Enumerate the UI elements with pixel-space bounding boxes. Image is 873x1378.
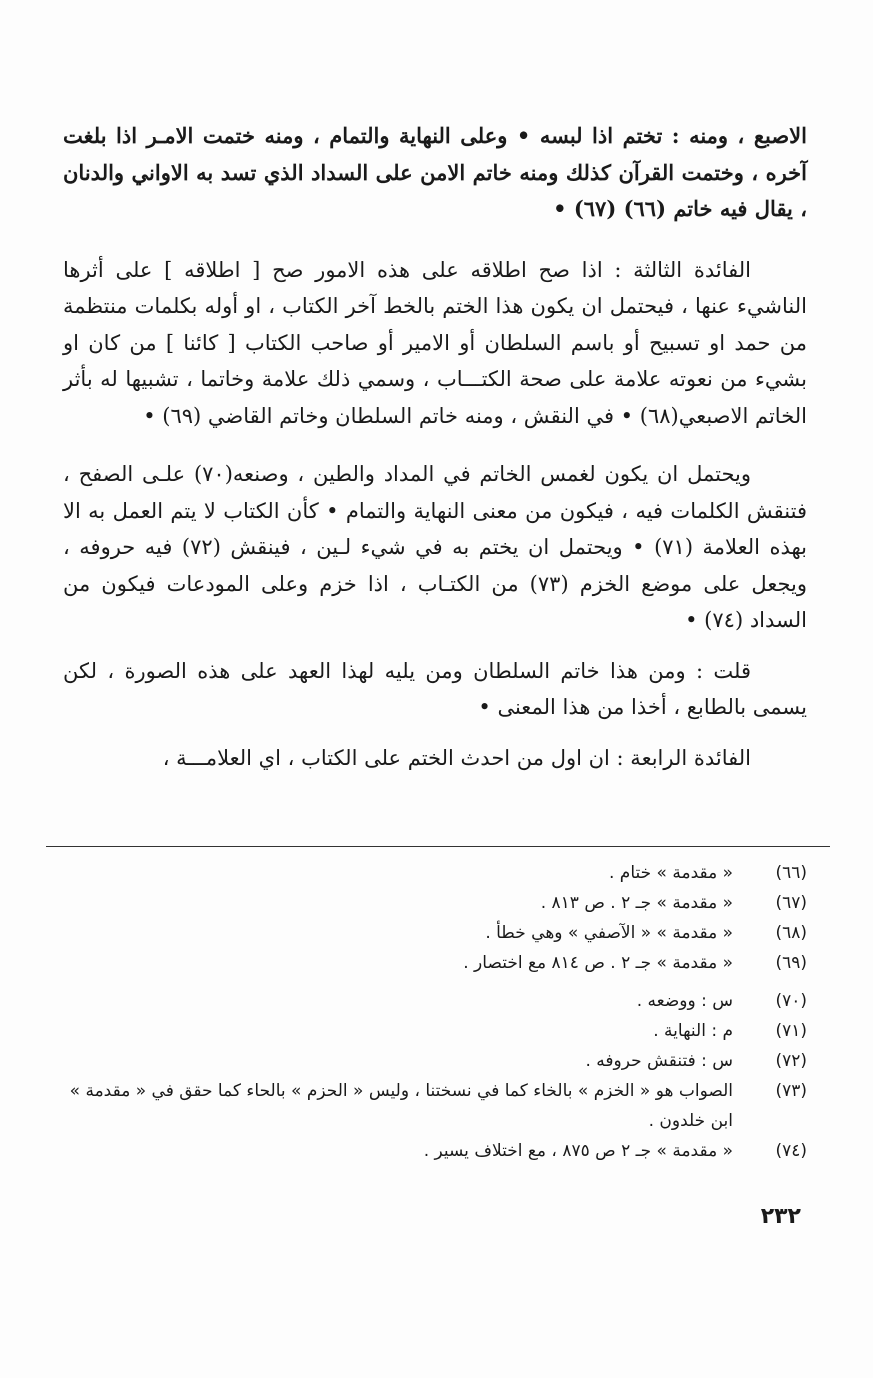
footnote-text: « مقدمة » جـ ٢ . ص ٨١٣ . [540,893,733,913]
footnote-text: الصواب هو « الخزم » بالخاء كما في نسختنا ، وليس « الحزم » بالحاء كما حقق في « مقدمة » ابن خلدون . [69,1081,733,1131]
footnote-text: « مقدمة » جـ ٢ . ص ٨١٤ مع اختصار . [463,953,733,973]
footnote-text: س : ووضعه . [636,991,733,1011]
footnote-number: (٧٤) [775,1141,807,1161]
paragraph-continuation: الاصبع ، ومنه : تختم اذا لبسه • وعلى النهاية والتمام ، ومنه ختمت الامـر اذا بلغت آخره ، وختمت القرآن كذلك ومنه خاتم الامن على السداد الذي تسد به الاواني والدنان ، يقال فيه خاتم (٦٦) (٦٧) • [63,123,807,221]
footnote-separator [46,846,830,847]
footnote-text: « مقدمة » ختام . [608,863,733,883]
footnote-item [63,1076,807,1136]
footnote-number: (٦٦) [775,863,807,883]
footnote-text: « مقدمة » « الآصفي » وهي خطأ . [485,923,733,943]
footnote-text: س : فتنقش حروفه . [585,1051,733,1071]
footnote-number: (٧٠) [775,991,807,1011]
footnote-item [63,858,807,888]
footnote-item [63,888,807,918]
footnote-item [63,1136,807,1166]
footnote-number: (٦٩) [775,953,807,973]
footnote-item [63,1016,807,1046]
footnote-text: « مقدمة » جـ ٢ ص ٨٧٥ ، مع اختلاف يسير . [423,1141,733,1161]
footnotes [63,858,807,1166]
main-text [63,118,807,776]
footnote-number: (٧٣) [775,1081,807,1101]
footnote-number: (٧١) [775,1021,807,1041]
footnote-number: (٧٢) [775,1051,807,1071]
footnote-number: (٦٧) [775,893,807,913]
page-number: ٢٣٢ [760,1204,801,1229]
footnote-text: م : النهاية . [653,1021,733,1041]
footnote-item [63,918,807,948]
paragraph-author-note: قلت : ومن هذا خاتم السلطان ومن يليه لهذا العهد على هذه الصورة ، لكن يسمى بالطابع ، أخذا من هذا المعنى • [63,658,807,719]
footnote-item [63,948,807,978]
paragraph-stamping: ويحتمل ان يكون لغمس الخاتم في المداد والطين ، وصنعه(٧٠) علـى الصفح ، فتنقش الكلمات فيه ، فيكون من معنى النهاية والتمام • كأن الكتاب لا يتم العمل به الا بهذه العلامة (٧١) • ويحتمل ان يختم به في شيء لـين ، فينقش (٧٢) فيه حروفه ، ويجعل على موضع الخزم (٧٣) من الكتـاب ، اذا خزم وعلى المودعات فيكون من السداد (٧٤) • [63,462,807,632]
footnote-item [63,986,807,1016]
paragraph-fourth-benefit: الفائدة الرابعة : ان اول من احدث الختم على الكتاب ، اي العلامـــة ، [162,745,751,770]
footnote-number: (٦٨) [775,923,807,943]
footnote-item [63,1046,807,1076]
paragraph-third-benefit: الفائدة الثالثة : اذا صح اطلاقه على هذه الامور صح [ اطلاقه ] على أثرها الناشيء عنها ، فيحتمل ان يكون هذا الختم بالخط آخر الكتاب ، او أوله بكلمات منتظمة من حمد او تسبيح أو باسم السلطان أو الامير أو صاحب الكتاب [ كائنا ] من كان او بشيء من نعوته علامة على صحة الكتـــاب ، وسمي ذلك علامة وخاتما ، تشبيها له بأثر الخاتم الاصبعي(٦٨) • في النقش ، ومنه خاتم السلطان وخاتم القاضي (٦٩) • [63,257,807,428]
